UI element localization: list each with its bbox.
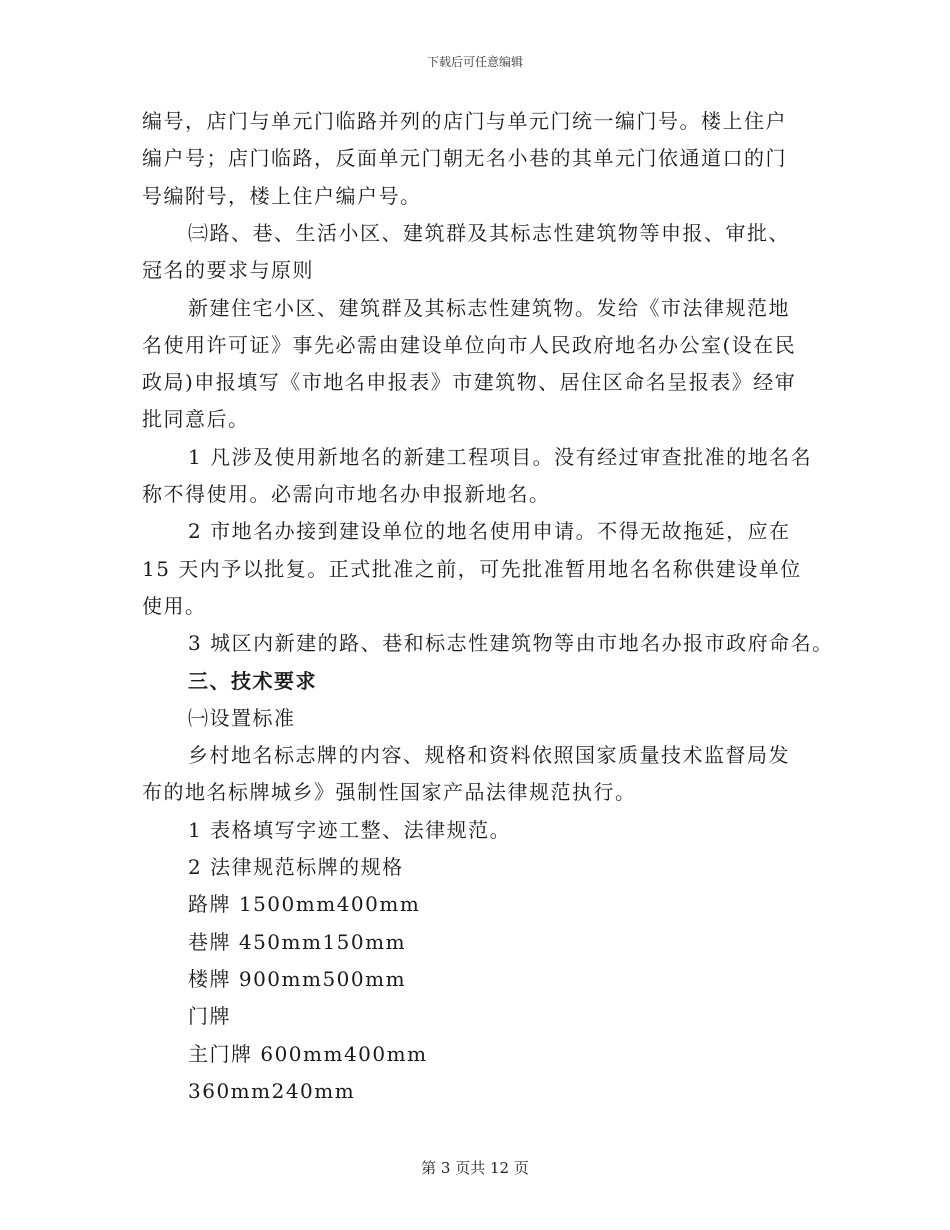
text-line: 名使用许可证》事先必需由建设单位向市人民政府地名办公室(设在民 <box>142 332 797 357</box>
text-line: 1 凡涉及使用新地名的新建工程项目。没有经过审查批准的地名名 <box>188 444 813 469</box>
text-line: 15 天内予以批复。正式批准之前，可先批准暂用地名名称供建设单位 <box>142 556 802 581</box>
text-line: 乡村地名标志牌的内容、规格和资料依照国家质量技术监督局发 <box>188 743 790 768</box>
text-line: ㈢路、巷、生活小区、建筑群及其标志性建筑物等申报、审批、 <box>188 220 790 245</box>
text-line: 2 法律规范标牌的规格 <box>188 855 404 879</box>
text-line: 3 城区内新建的路、巷和标志性建筑物等由市地名办报市政府命名。 <box>188 631 834 656</box>
text-line: 2 市地名办接到建设单位的地名使用申请。不得无故拖延，应在 <box>188 519 791 544</box>
text-line: 称不得使用。必需向市地名办申报新地名。 <box>142 482 551 506</box>
text-line: 号编附号，楼上住户编户号。 <box>142 183 422 208</box>
section-heading: 三、技术要求 <box>188 668 317 693</box>
text-line: 巷牌 450mm150mm <box>188 929 407 954</box>
text-line: 使用。 <box>142 593 207 618</box>
text-line: 门牌 <box>188 1004 231 1029</box>
text-line: 1 表格填写字迹工整、法律规范。 <box>188 817 512 842</box>
text-line: 路牌 1500mm400mm <box>188 892 421 917</box>
text-line: 360mm240mm <box>188 1078 356 1103</box>
text-line: 新建住宅小区、建筑群及其标志性建筑物。发给《市法律规范地 <box>188 295 790 320</box>
text-line: 主门牌 600mm400mm <box>188 1041 428 1066</box>
text-line: 编户号；店门临路，反面单元门朝无名小巷的其单元门依通道口的门 <box>142 146 787 171</box>
text-line: 布的地名标牌城乡》强制性国家产品法律规范执行。 <box>142 780 637 805</box>
text-line: 楼牌 900mm500mm <box>188 966 407 991</box>
page-header: 下载后可任意编辑 <box>426 55 523 69</box>
text-line: 批同意后。 <box>142 407 250 432</box>
text-line: 冠名的要求与原则 <box>142 258 314 283</box>
text-line: 编号，店门与单元门临路并列的店门与单元门统一编门号。楼上住户 <box>142 109 787 133</box>
text-line: 政局)申报填写《市地名申报表》市建筑物、居住区命名呈报表》经审 <box>142 370 797 395</box>
page-footer: 第 3 页共 12 页 <box>421 1159 529 1177</box>
text-line: ㈠设置标准 <box>188 705 296 730</box>
